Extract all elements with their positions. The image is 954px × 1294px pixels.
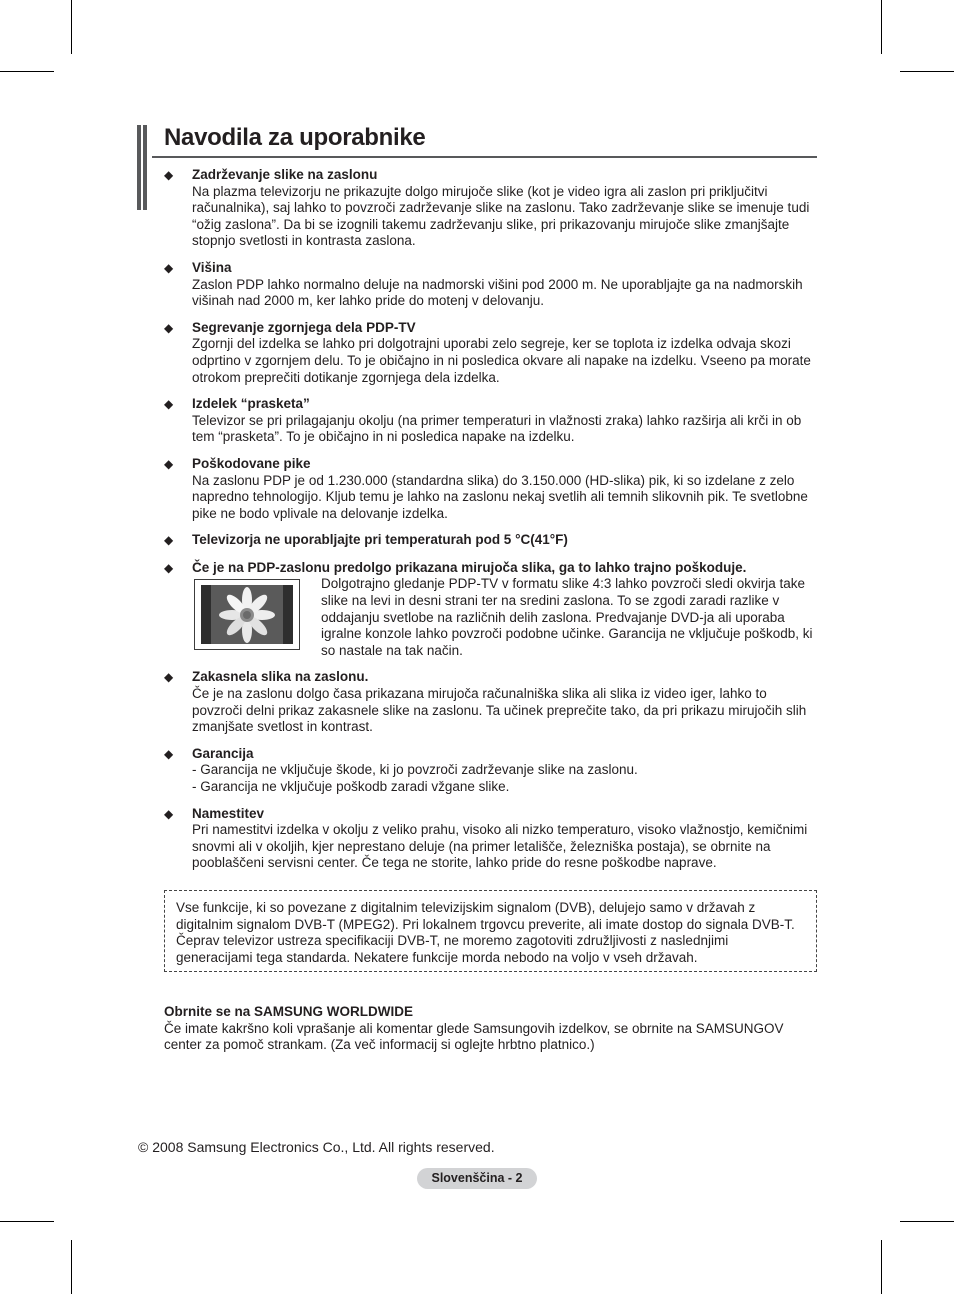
crop-mark — [0, 1221, 54, 1222]
item-body: Zgornji del izdelka se lahko pri dolgotrajni uporabi zelo segreje, ker se toplota iz izdelka odvaja skozi odprtino v zgornjem delu. To je običajno in ni posledica okvare ali napake na izdelku. Vseeno pa morate otrokom preprečiti dotikanje zgornjega dela izdelka. — [192, 336, 811, 385]
list-item — [164, 260, 817, 310]
diamond-bullet-icon: ◆ — [164, 168, 174, 182]
list-item — [164, 320, 817, 386]
contact-heading: Obrnite se na SAMSUNG WORLDWIDE — [164, 1004, 414, 1019]
list-item — [164, 167, 817, 250]
contact-body: Če imate kakršno koli vprašanje ali komentar glede Samsungovih izdelkov, se obrnite na SAMSUNGOV center za pomoč strankam. (Za več informacij si oglejte hrbtno platnico.) — [164, 1020, 784, 1053]
crop-mark — [71, 1240, 72, 1294]
item-body: Dolgotrajno gledanje PDP-TV v formatu slike 4:3 lahko povzroči sledi okvirja take slike na levi in desni strani ter na sredini zaslona. To se zgodi zaradi razlike v oddajanju svetlobe na različnih delih zaslona. Predvajanje DVD-ja ali uporaba igralne konzole lahko povzroči podobne učinke. Garancija ne vključuje poškodb, ki so nastale na tak način. — [321, 576, 813, 658]
contact-section — [164, 1004, 817, 1054]
item-heading: Namestitev — [192, 805, 265, 821]
list-item — [164, 560, 817, 660]
diamond-bullet-icon: ◆ — [164, 320, 174, 335]
item-body: Zaslon PDP lahko normalno deluje na nadmorski višini pod 2000 m. Ne uporabljajte ga na nadmorskih višinah nad 2000 m, ker lahko pride do motenj v delovanju. — [192, 276, 803, 309]
diamond-bullet-icon: ◆ — [164, 260, 174, 275]
diamond-bullet-icon: ◆ — [164, 560, 174, 575]
item-heading: Če je na PDP-zaslonu predolgo prikazana mirujoča slika, ga to lahko trajno poškoduje. — [192, 559, 747, 575]
item-heading: Garancija — [192, 745, 254, 761]
item-heading: Višina — [192, 259, 232, 275]
item-body: Televizor se pri prilagajanju okolju (na primer temperaturi in vlažnosti zraka) lahko razširja ali krči in ob tem “prasketa”. To je običajno in ni posledica napake na izdelku. — [192, 412, 802, 445]
diamond-bullet-icon: ◆ — [164, 456, 174, 471]
title-accent-bars — [137, 125, 152, 210]
list-item — [164, 456, 817, 522]
item-heading: Zadrževanje slike na zaslonu — [192, 167, 378, 182]
item-body: Pri namestitvi izdelka v okolju z veliko prahu, visoko ali nizko temperaturo, visoko vlažnostjo, kemičnimi snovmi ali v okoljih, kjer neprestano deluje (na primer letališče, železniška postaja), se obrnite na pooblaščeni servisni center. Če tega ne storite, lahko pride do resne poškodbe naprave. — [192, 822, 808, 871]
title-rule — [152, 156, 817, 158]
item-heading: Segrevanje zgornjega dela PDP-TV — [192, 319, 416, 335]
page-number-badge: Slovenščina - 2 — [417, 1168, 537, 1189]
dvb-notice-box: Vse funkcije, ki so povezane z digitalnim televizijskim signalom (DVB), delujejo samo v državah z digitalnim signalom DVB-T (MPEG2). Pri lokalnem trgovcu preverite, ali imate dostop do signala DVB-T. Čeprav televizor ustreza specifikaciji DVB-T, ne moremo zagotoviti združljivosti z naslednjimi generacijami tega standarda. Nekatere funkcije morda nebodo na voljo v vseh državah. — [164, 890, 817, 972]
diamond-bullet-icon: ◆ — [164, 670, 174, 685]
list-item — [164, 396, 817, 446]
item-heading: Izdelek “prasketa” — [192, 396, 310, 412]
diamond-bullet-icon: ◆ — [164, 806, 174, 821]
list-item — [164, 532, 817, 549]
item-line: - Garancija ne vključuje škode, ki jo povzroči zadrževanje slike na zaslonu. — [192, 762, 638, 778]
flower-screen-icon — [194, 579, 300, 650]
item-heading: Zakasnela slika na zaslonu. — [192, 669, 369, 685]
item-heading: Poškodovane pike — [192, 455, 311, 471]
crop-mark — [900, 71, 954, 72]
crop-mark — [0, 71, 54, 72]
crop-mark — [881, 1240, 882, 1294]
item-body: Na plazma televizorju ne prikazujte dolgo mirujoče slike (kot je video igra ali zaslon pri priključitvi računalnika), saj lahko to povzroči zadrževanje slike na zaslonu. Tako zadrževanje slike se imenuje tudi “ožig zaslona”. Da bi se izognili takemu zadrževanju slike, pri prikazovanju mirujoče slike zmanjšajte stopnjo svetlosti in kontrasta zaslona. — [192, 183, 810, 249]
item-line: - Garancija ne vključuje poškodb zaradi vžgane slike. — [192, 779, 510, 794]
copyright-notice: © 2008 Samsung Electronics Co., Ltd. All rights reserved. — [138, 1139, 495, 1155]
crop-mark — [881, 0, 882, 54]
list-item — [164, 746, 817, 796]
diamond-bullet-icon: ◆ — [164, 746, 174, 761]
diamond-bullet-icon: ◆ — [164, 397, 174, 412]
crop-mark — [900, 1221, 954, 1222]
list-item — [164, 806, 817, 872]
page-title: Navodila za uporabnike — [164, 124, 426, 151]
instruction-list — [164, 167, 817, 872]
item-body: Če je na zaslonu dolgo časa prikazana mirujoča računalniška slika ali slika iz video iger, lahko to povzroči delni prikaz zakasnele slike na zaslonu. Ta učinek preprečite tako, da pri prikazu mirujočih slih zmanjšate svetlost in kontrast. — [192, 686, 807, 735]
list-item — [164, 669, 817, 735]
item-heading: Televizorja ne uporabljajte pri temperaturah pod 5 °C(41°F) — [192, 532, 568, 548]
crop-mark — [71, 0, 72, 54]
diamond-bullet-icon: ◆ — [164, 533, 174, 548]
item-body: Na zaslonu PDP je od 1.230.000 (standardna slika) do 3.150.000 (HD-slika) pik, ki so izdelane z zelo napredno tehnologijo. Kljub temu je lahko na zaslonu nekaj svetlih ali temnih slikovnih pik. Te svetlobne pike ne bodo vplivale na delovanje izdelka. — [192, 472, 808, 521]
item-body-with-image — [192, 576, 817, 659]
